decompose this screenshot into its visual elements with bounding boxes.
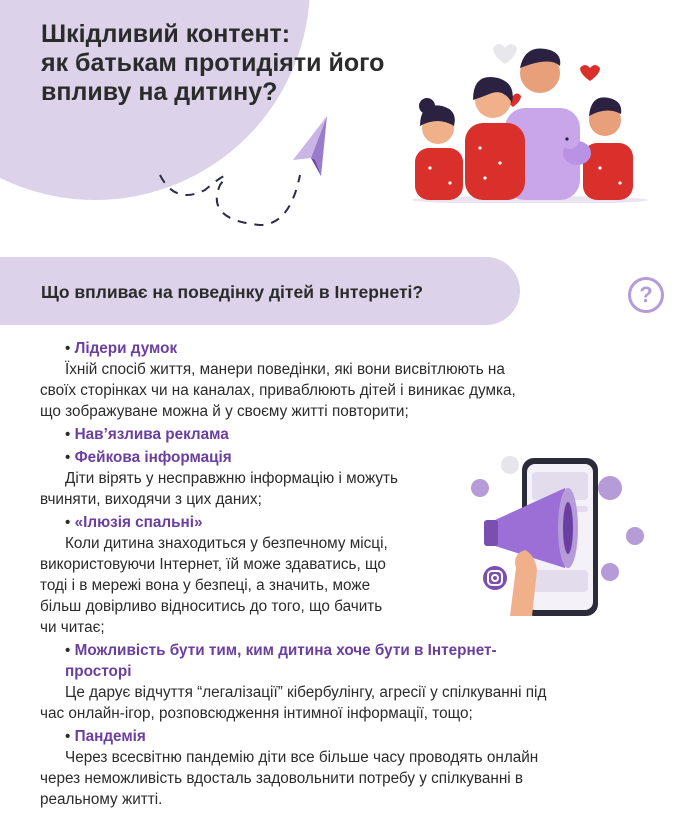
paper-plane-icon — [285, 108, 355, 178]
bullet: • — [65, 449, 71, 466]
list-item — [40, 726, 650, 747]
bullet: • — [65, 514, 71, 531]
text-line: Через всесвітню пандемію діти все більше часу проводять онлайн — [65, 749, 539, 766]
text-line: більш довірливо відноситись до того, що бачить — [40, 598, 383, 615]
title-line: як батькам протидіяти його — [41, 49, 385, 77]
text-line: своїх сторінках чи на каналах, приваблюють дітей і виникає думка, — [40, 382, 516, 399]
text-line: Це дарує відчуття “легалізації” кібербулінгу, агресії у спілкуванні під — [65, 684, 547, 701]
text-line: Діти вірять у несправжню інформацію і можуть — [65, 470, 398, 487]
item-label: Лідери думок — [74, 340, 178, 357]
bullet: • — [65, 340, 71, 357]
list-item — [40, 338, 650, 359]
title-line: впливу на дитину? — [41, 78, 278, 106]
item-label: «Ілюзія спальні» — [74, 514, 203, 531]
text-line: що зображуване можна й у своєму житті повторити; — [40, 403, 409, 420]
phone-megaphone-illustration — [470, 450, 655, 620]
list-item — [40, 640, 650, 682]
item-label: Нав’язлива реклама — [74, 426, 229, 443]
family-illustration — [405, 28, 655, 203]
text-line: реальному житті. — [40, 791, 163, 808]
text-line: використовуючи Інтернет, їй може здаватись, що — [40, 556, 386, 573]
text-line: тоді і в мережі вона у безпеці, а значить, може — [40, 577, 371, 594]
question-circle-icon: ? — [628, 277, 664, 313]
item-label: Можливість бути тим, ким дитина хоче бути в Інтернет- — [74, 642, 497, 659]
section-heading: Що впливає на поведінку дітей в Інтернеті? — [41, 282, 424, 302]
text-line: Коли дитина знаходиться у безпечному місці, — [65, 535, 388, 552]
text-line: час онлайн-ігор, розповсюдження інтимної інформації, тощо; — [40, 705, 473, 722]
item-label: Пандемія — [74, 728, 146, 745]
item-description — [40, 359, 650, 422]
bullet: • — [65, 426, 71, 443]
page-title — [41, 20, 441, 107]
item-description — [40, 747, 650, 810]
item-label: просторі — [65, 663, 132, 680]
list-item — [40, 424, 650, 445]
bullet: • — [65, 728, 71, 745]
item-description — [40, 682, 650, 724]
text-line: Їхній спосіб життя, манери поведінки, які вони висвітлюють на — [65, 361, 505, 378]
title-line: Шкідливий контент: — [41, 20, 291, 48]
text-line: чи читає; — [40, 619, 105, 636]
text-line: через неможливість вдосталь задовольнити потребу у спілкуванні в — [40, 770, 524, 787]
item-label: Фейкова інформація — [74, 449, 232, 466]
bullet: • — [65, 642, 71, 659]
text-line: вчиняти, виходячи з цих даних; — [40, 491, 262, 508]
